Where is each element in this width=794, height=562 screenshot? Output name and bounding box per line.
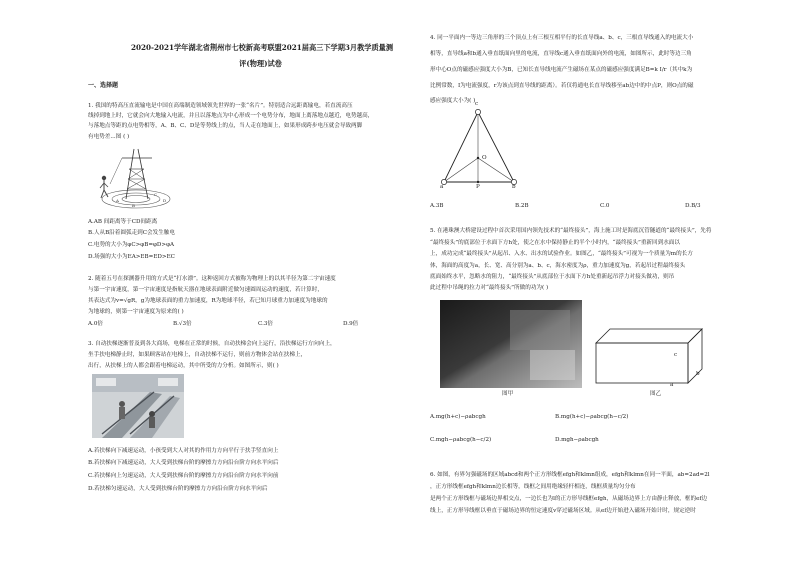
q4-line: 形中心O点的磁感应强度大小为B，已知长直导线电流产生磁场在某点的磁感应强度满足B=k I/r（其中k为 [430, 67, 693, 73]
q2-option-b: B.√3倍 [173, 321, 192, 327]
q4-line: 感应强度大小为( ) [430, 98, 476, 104]
svg-text:A: A [116, 198, 119, 203]
q1-line: 有电势差...图 ( ) [88, 134, 130, 140]
power-tower-figure [96, 144, 186, 214]
escalator-photo [92, 374, 184, 438]
fig-yi-caption: 图乙 [650, 391, 662, 397]
q3-option-a: A.若扶梯向下减速运动，小孩受到大人对其的作用力方向平行于扶手竖直向上 [88, 448, 279, 454]
q1-line: 线掉到地上时，它就会向大地输入电流，并且以落地点为中心形成一个电势分布，地面上离落地点越近，电势越高， [88, 113, 374, 119]
q6-line: 线上，正方形导线框以垂直于磁场边界的恒定速度v穿过磁场区域。从ef边开始进入磁场开始计时，规定逆时 [430, 508, 696, 514]
q2-option-d: D.9倍 [343, 321, 359, 327]
svg-text:B: B [132, 203, 135, 208]
q3-option-b: B.若扶梯向下减速运动，大人受到扶梯台阶的摩擦力方向沿台阶方向水平向后 [88, 460, 279, 466]
q1-option-b: B.人从B沿着圆弧走到C会发生触电 [88, 230, 175, 236]
q5-option-a: A.mg(h+c)−ρabcgh [430, 414, 486, 420]
svg-text:D: D [163, 198, 167, 203]
q3-option-c: C.若扶梯向上匀速运动，大人受到扶梯台阶的摩擦力方向沿台阶方向水平向前 [88, 473, 279, 479]
q1-line: 与落地点等距的点电势相等，A、B、C、D是等势线上的点，当人走在地面上，如果形成跨步电压就会导致两脚 [88, 123, 363, 129]
q2-line: 与第一宇宙速度，第一宇宙速度是指航天器在地球表面附近做匀速圆周运动的速度，若计算时， [88, 287, 323, 293]
q2-line: 为地球的，则第一宇宙速度为原来的( ) [88, 309, 184, 315]
q4-option-c: C.0 [600, 203, 610, 209]
label-b: b [512, 184, 516, 190]
q4-line: 比例常数，I为电流强度，r为该点到直导线的距离）。若仅将通电长直导线移至ab边中的中点P，则O点的磁 [430, 83, 694, 89]
q1-option-a: A.AB 间距离等于CD间距离 [88, 219, 158, 225]
q6-line: 是两个正方形线框与磁场边界相交点，一边长也为l的正方形导线框efgh，从磁场边界上方由静止释放，框的ef边 [430, 496, 708, 502]
q4-option-b: B.2B [515, 203, 529, 209]
q5-line: 5. 在港珠澳大桥建设过程中首次采用国内领先技术的“最终接头”，海上施工时是海底沉管隧道的“最终接头”，先将 [430, 228, 712, 234]
label-p: P [476, 184, 480, 190]
rectangular-box-figure [594, 325, 706, 387]
q3-line: 坐手扶电梯静止时，如果顾客站在电梯上，自动扶梯不运行，则前方物体会站在扶梯上， [88, 352, 307, 358]
box-label-c: c [674, 352, 678, 358]
q4-line: 4. 同一平面内一等边三角形的三个顶点上有三根互相平行的长直导线a、b、c，三根直导线通入的电流大小 [430, 35, 694, 41]
q4-line: 相等，直导线a和b通入垂直纸面向里的电流，直导线c通入垂直纸面向外的电流，如图所示，此时等边三角 [430, 51, 692, 57]
box-label-b: b [696, 371, 700, 377]
q2-line: 其表达式为v=√gR，g为地球表面的重力加速度，R为地球半径，若已知月球重力加速度为地球的 [88, 298, 328, 304]
q3-line: 出行，从扶梯上的人都会跟着电梯运动，其中所受的力分析。如图所示，则( ) [88, 363, 279, 369]
q6-line: 6. 如图，有界匀强磁场的区域abcd和两个正方形线框efgh和klmn组成，efgh和klmn在同一平面，ab=2ad=2l [430, 472, 710, 478]
label-o: O [482, 155, 487, 161]
section-heading: 一、选择题 [88, 82, 119, 89]
svg-text:C: C [154, 192, 158, 197]
q5-line: 体，海面的高度为a，长、宽、高分别为a、b、c，海水密度为ρ，重力加速度为g，若起吊过程最终接头 [430, 263, 686, 269]
left-column [88, 0, 433, 562]
q5-line: “最终接头”的底部位于水面下方h处，使之在水中保持静止的半个小时内，“最终接头”重新回到水面以 [430, 240, 680, 246]
exam-title-line1: 2020-2021学年湖北省荆州市七校新高考联盟2021届高三下学期3月教学质量测 [130, 43, 394, 52]
fig-jia-caption: 图甲 [502, 391, 514, 397]
q3-line: 3. 自动扶梯逐渐普及到各大商场，电梯在正常的时候，自动扶梯会向上运行，沿扶梯运行方向向上， [88, 341, 336, 347]
q4-option-d: D.B/3 [685, 203, 701, 209]
q5-line: 此过程中吊绳的拉力对“最终接头”所做的功为( ) [430, 285, 549, 291]
q1-line: 1. 我国的特高压直流输电是中国在高端制造领域领先世界的一张“名片”。特别适合远距离输电，若直流高压 [88, 103, 353, 109]
exam-title-line2: 评(物理)试卷 [239, 59, 282, 68]
label-c: c [475, 101, 479, 107]
q4-option-a: A.3B [430, 203, 444, 209]
q5-option-b: B.mg(h+c)−ρabcg(h−c/2) [555, 414, 629, 420]
q3-option-d: D.若扶梯匀速运动，大人受到扶梯台阶的摩擦力方向沿台阶方向水平向后 [88, 486, 268, 492]
immersed-tube-photo [440, 300, 582, 388]
q5-option-d: D.mgh−ρabcgh [555, 437, 599, 443]
q1-option-c: C.电势的大小为φC>φB=φD>φA [88, 242, 175, 248]
q2-option-c: C.3倍 [258, 321, 274, 327]
q5-line: 底面始终水平，忽略水的阻力，“最终接头”从底部位于水面下方h处重新起吊浮力对接头做功，则吊 [430, 274, 675, 280]
q6-line: ，正方形线框efgh和klmn边长相等，线框之间用绝缘轻杆相连，线框质量均匀分布 [430, 484, 636, 490]
box-label-a: a [670, 382, 674, 388]
triangle-wires-figure [438, 106, 528, 192]
q5-line: 上，成功完成“最终接头”从起吊、入水、出水的试验作业。如图乙，“最终接头”可视为一个质量为m的长方 [430, 251, 693, 257]
q2-line: 2. 随着五号在探测器升用的方式是“打水漂”。这种返回方式被称为物理上的以其半径为第二宇宙速度 [88, 276, 336, 282]
q2-option-a: A.0倍 [88, 321, 103, 327]
label-a: a [440, 184, 444, 190]
q1-option-d: D.场强的大小为EA>EB=ED>EC [88, 254, 175, 260]
q5-option-c: C.mgh−ρabcg(h−c/2) [430, 437, 492, 443]
right-column [430, 0, 775, 562]
